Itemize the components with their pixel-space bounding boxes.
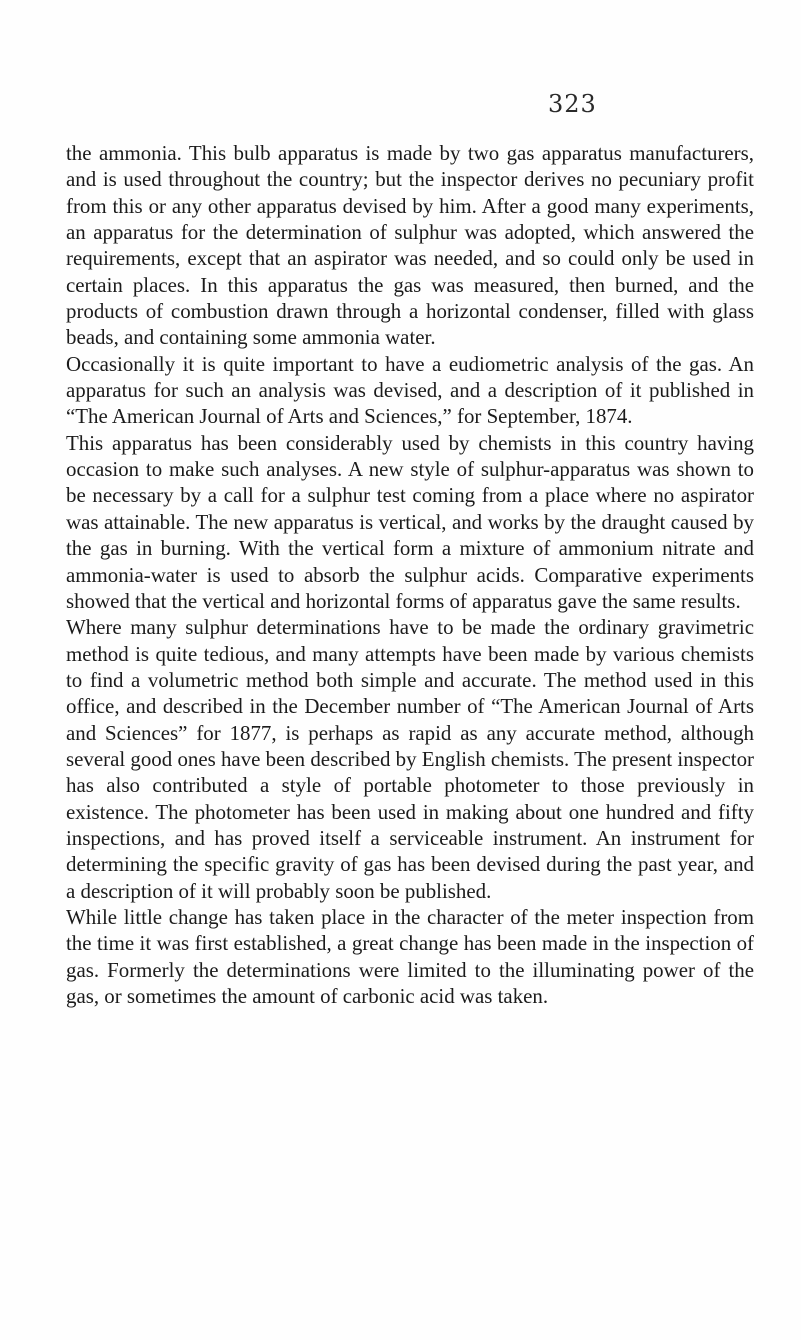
page-number: 323 [548, 90, 597, 118]
paragraph-5: While little change has taken place in the character of the meter inspection from the time it was first established, a great change has been made in the inspection of gas. Formerly the determinations were limited to the illuminating power of the gas, or sometimes the amount of carbonic acid was taken. [66, 904, 754, 1008]
paragraph-3: This apparatus has been considerably used by chemists in this country having occasion to make such analyses. A new style of sulphur-apparatus was shown to be necessary by a call for a sulphur test coming from a place where no aspirator was attainable. The new apparatus is vertical, and works by the draught caused by the gas in burning. With the vertical form a mixture of ammonium nitrate and ammonia-water is used to absorb the sulphur acids. Comparative experiments showed that the vertical and horizontal forms of apparatus gave the same results. [66, 430, 754, 613]
paragraph-1: the ammonia. This bulb apparatus is made by two gas apparatus manufacturers, and is used throughout the country; but the inspector derives no pecuniary profit from this or any other apparatus devised by him. After a good many experiments, an apparatus for the determination of sulphur was adopted, which answered the requirements, except that an aspirator was needed, and so could only be used in certain places. In this apparatus the gas was measured, then burned, and the products of combustion drawn through a horizontal condenser, filled with glass beads, and containing some ammonia water. [66, 141, 754, 350]
body-text [66, 140, 754, 1009]
paragraph-4: Where many sulphur determinations have to be made the ordinary gravimetric method is quite tedious, and many attempts have been made by various chemists to find a volumetric method both simple and accurate. The method used in this office, and described in the December number of “The American Journal of Arts and Sciences” for 1877, is perhaps as rapid as any accurate method, although several good ones have been described by English chemists. The present inspector has also contributed a style of portable photometer to those previously in existence. The photometer has been used in making about one hundred and fifty inspections, and has proved itself a serviceable instrument. An instrument for determining the specific gravity of gas has been devised during the past year, and a description of it will probably soon be published. [66, 615, 754, 903]
paragraph-2: Occasionally it is quite important to have a eudiometric analysis of the gas. An apparatus for such an analysis was devised, and a description of it published in “The American Journal of Arts and Sciences,” for September, 1874. [66, 351, 754, 429]
